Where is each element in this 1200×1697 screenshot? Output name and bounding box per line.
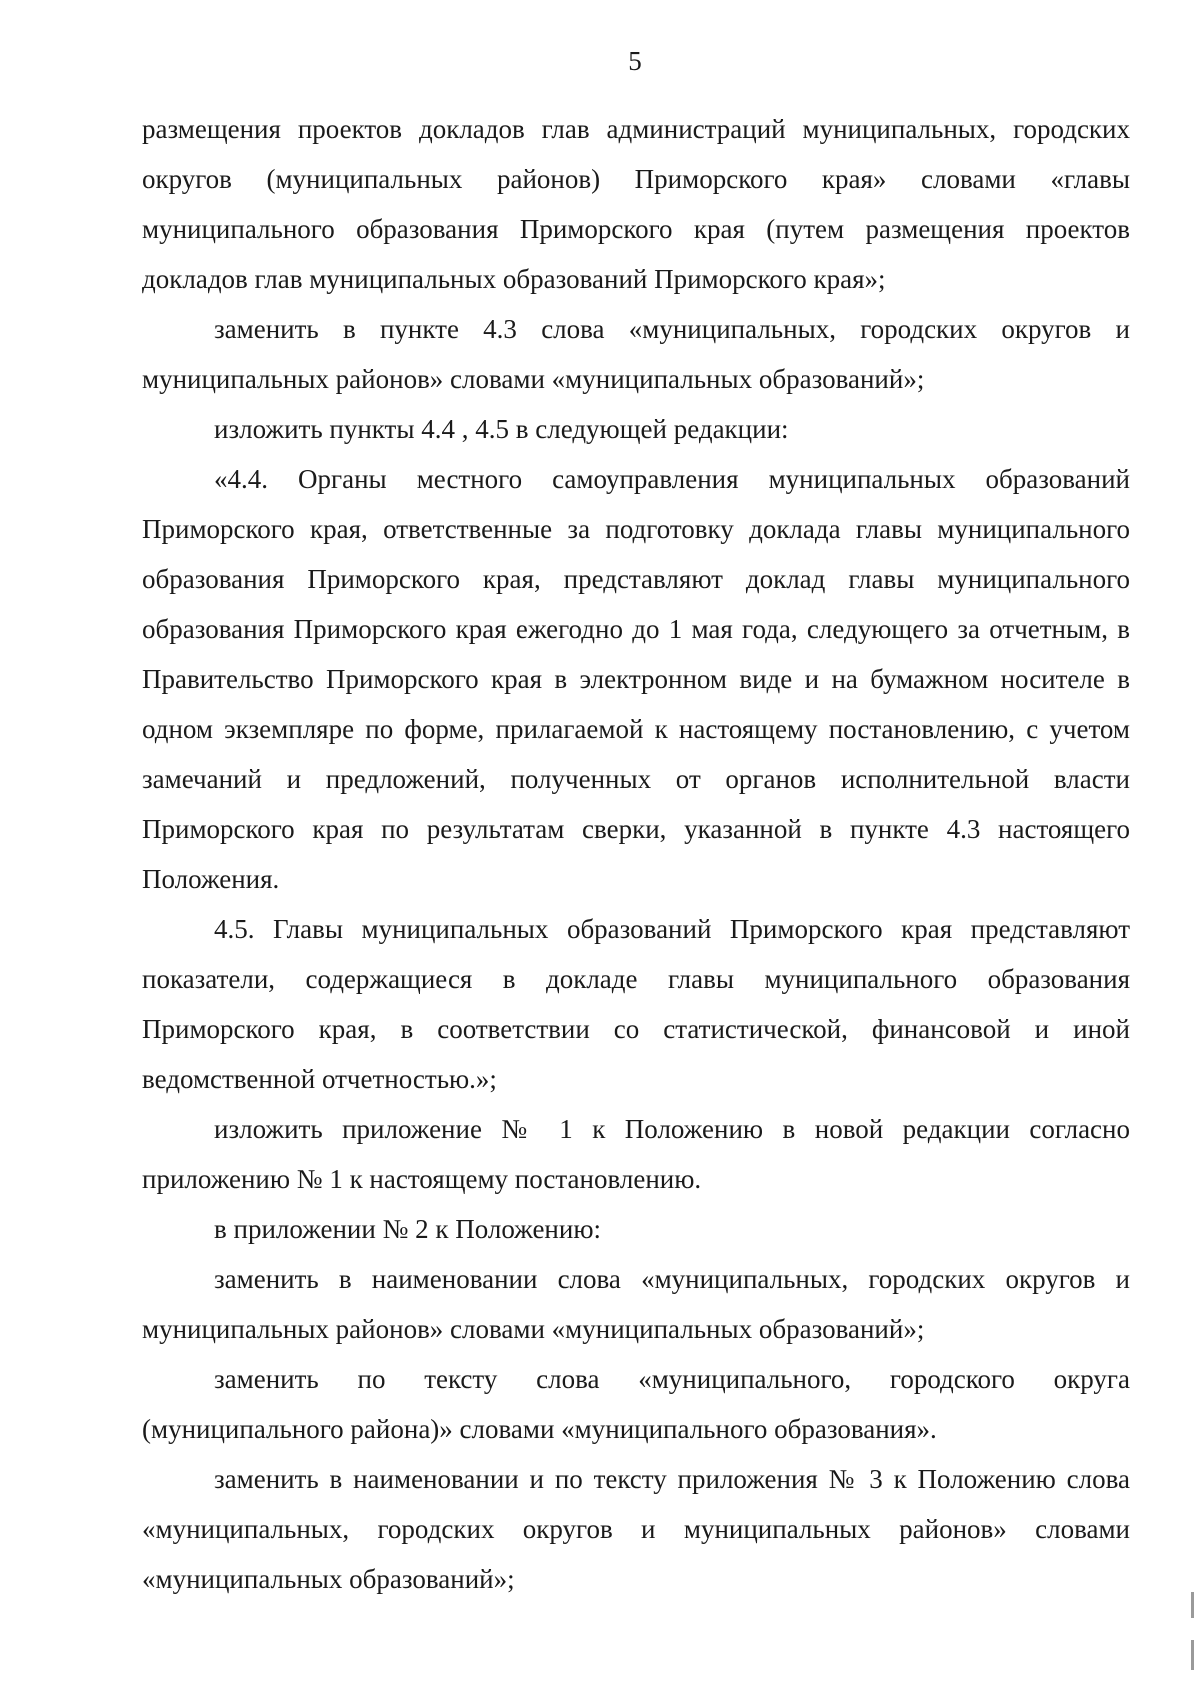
paragraph-continuation: размещения проектов докладов глав администраций муниципальных, городских округов (муниципальных районов) Приморского края» словами «главы муниципального образования Приморского края (путем размещения проектов докладов глав муниципальных образований Приморского края»;	[142, 114, 1130, 294]
document-body	[142, 104, 1130, 1604]
scan-edge-mark	[1191, 1640, 1194, 1670]
paragraph-appendix-2-text-change: заменить по тексту слова «муниципального, городского округа (муниципального района)» словами «муниципального образования».	[142, 1364, 1130, 1444]
page-number: 5	[628, 46, 642, 76]
paragraph-restate-clauses: изложить пункты 4.4 , 4.5 в следующей редакции:	[214, 414, 789, 444]
scan-edge-mark	[1191, 1592, 1194, 1618]
paragraph-appendix-3-change: заменить в наименовании и по тексту приложения № 3 к Положению слова «муниципальных, городских округов и муниципальных районов» словами «муниципальных образований»;	[142, 1464, 1130, 1594]
paragraph-appendix-1: изложить приложение № 1 к Положению в новой редакции согласно приложению № 1 к настоящему постановлению.	[142, 1114, 1130, 1194]
paragraph-clause-4-5: 4.5. Главы муниципальных образований Приморского края представляют показатели, содержащиеся в докладе главы муниципального образования Приморского края, в соответствии со статистической, финансовой и иной ведомственной отчетностью.»;	[142, 914, 1130, 1094]
paragraph-clause-4-4: «4.4. Органы местного самоуправления муниципальных образований Приморского края, ответственные за подготовку доклада главы муниципального образования Приморского края, представляют доклад главы муниципального образования Приморского края ежегодно до 1 мая года, следующего за отчетным, в Правительство Приморского края в электронном виде и на бумажном носителе в одном экземпляре по форме, прилагаемой к настоящему постановлению, с учетом замечаний и предложений, полученных от органов исполнительной власти Приморского края по результатам сверки, указанной в пункте 4.3 настоящего Положения.	[142, 464, 1130, 894]
paragraph-appendix-2-heading: в приложении № 2 к Положению:	[214, 1214, 602, 1244]
paragraph-replace-clause-4-3: заменить в пункте 4.3 слова «муниципальных, городских округов и муниципальных районов» словами «муниципальных образований»;	[142, 314, 1130, 394]
paragraph-appendix-2-title-change: заменить в наименовании слова «муниципальных, городских округов и муниципальных районов» словами «муниципальных образований»;	[142, 1264, 1130, 1344]
